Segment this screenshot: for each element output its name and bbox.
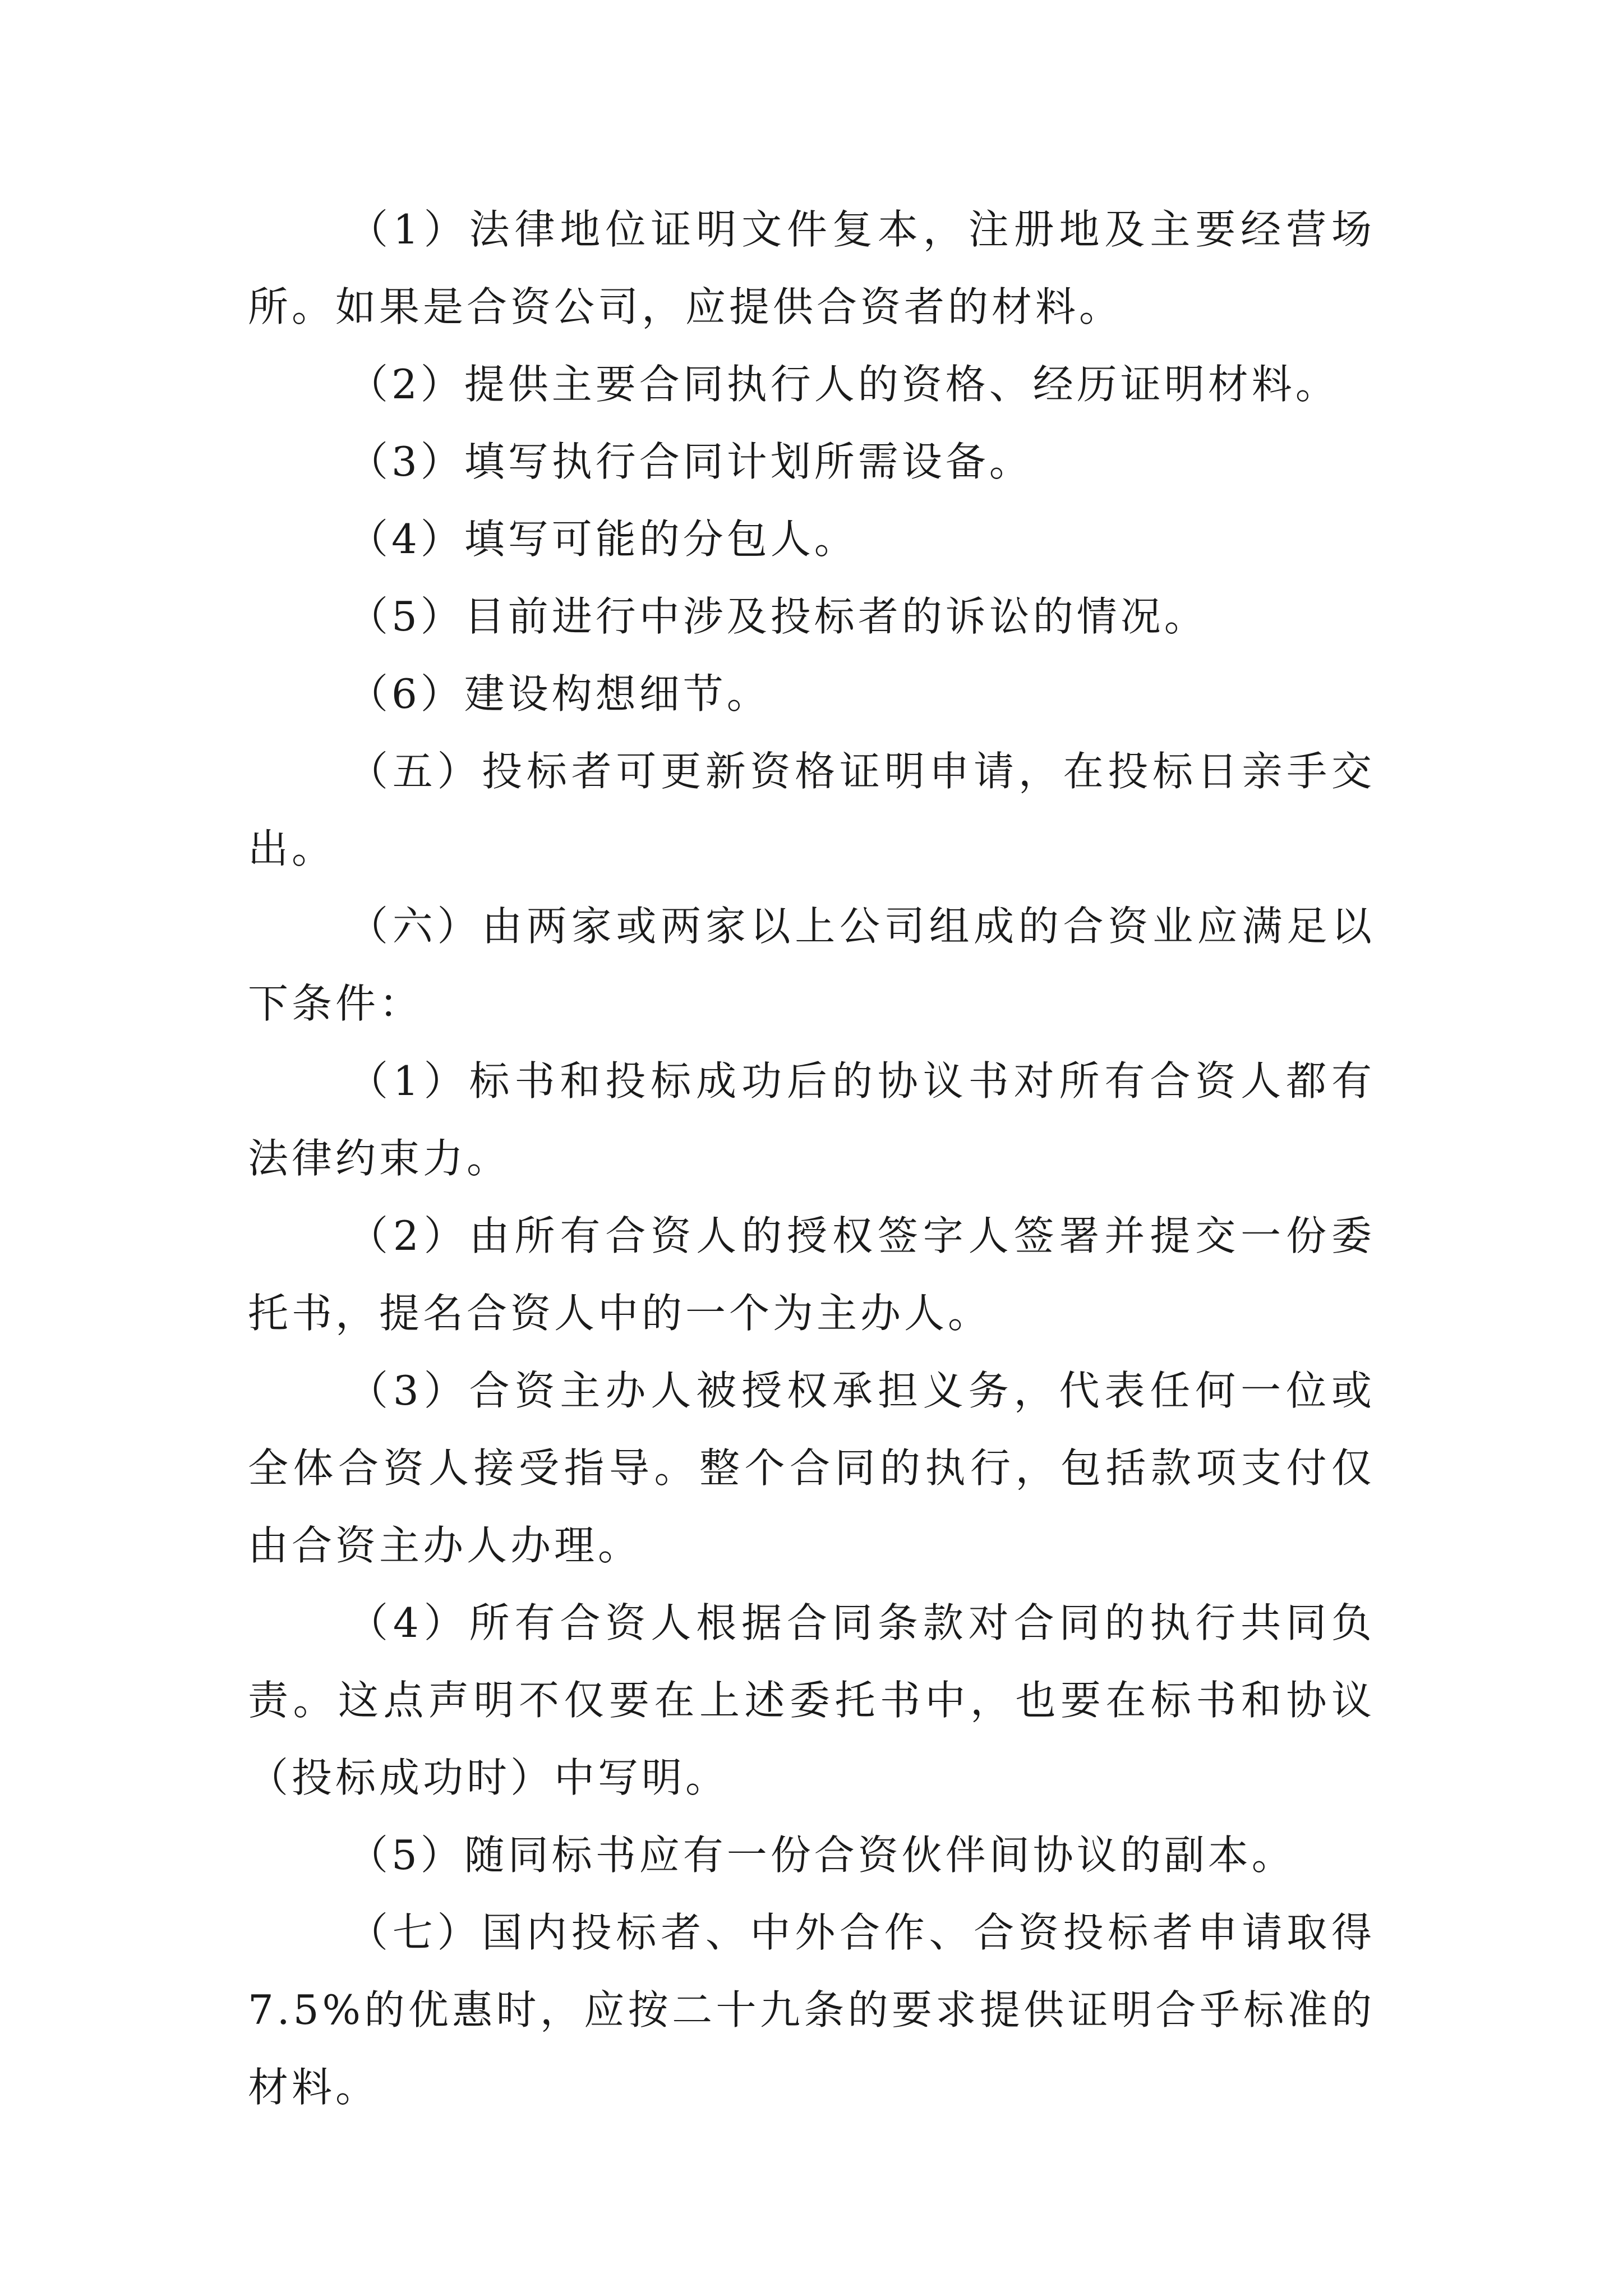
paragraph-9: （1）标书和投标成功后的协议书对所有合资人都有法律约束力。 (248, 1057, 1375, 1182)
paragraph-13: （5）随同标书应有一份合资伙伴间协议的副本。 (348, 1832, 1295, 1879)
document-body (248, 191, 1375, 2126)
paragraph-6: （6）建设构想细节。 (348, 670, 771, 717)
paragraph-7: （五）投标者可更新资格证明申请，在投标日亲手交出。 (248, 748, 1375, 872)
paragraph-10: （2）由所有合资人的授权签字人签署并提交一份委托书，提名合资人中的一个为主办人。 (248, 1212, 1375, 1337)
paragraph-8: （六）由两家或两家以上公司组成的合资业应满足以下条件： (248, 903, 1375, 1027)
paragraph-1: （1）法律地位证明文件复本，注册地及主要经营场所。如果是合资公司，应提供合资者的材料。 (248, 206, 1375, 330)
paragraph-11: （3）合资主办人被授权承担义务，代表任何一位或全体合资人接受指导。整个合同的执行，包括款项支付仅由合资主办人办理。 (248, 1367, 1375, 1569)
paragraph-12: （4）所有合资人根据合同条款对合同的执行共同负责。这点声明不仅要在上述委托书中，也要在标书和协议（投标成功时）中写明。 (248, 1599, 1375, 1801)
paragraph-2: （2）提供主要合同执行人的资格、经历证明材料。 (348, 361, 1339, 408)
paragraph-4: （4）填写可能的分包人。 (348, 516, 858, 563)
paragraph-5: （5）目前进行中涉及投标者的诉讼的情况。 (348, 593, 1208, 640)
paragraph-3: （3）填写执行合同计划所需设备。 (348, 438, 1033, 485)
paragraph-14: （七）国内投标者、中外合作、合资投标者申请取得7.5%的优惠时，应按二十九条的要求提供证明合乎标准的材料。 (248, 1909, 1375, 2111)
